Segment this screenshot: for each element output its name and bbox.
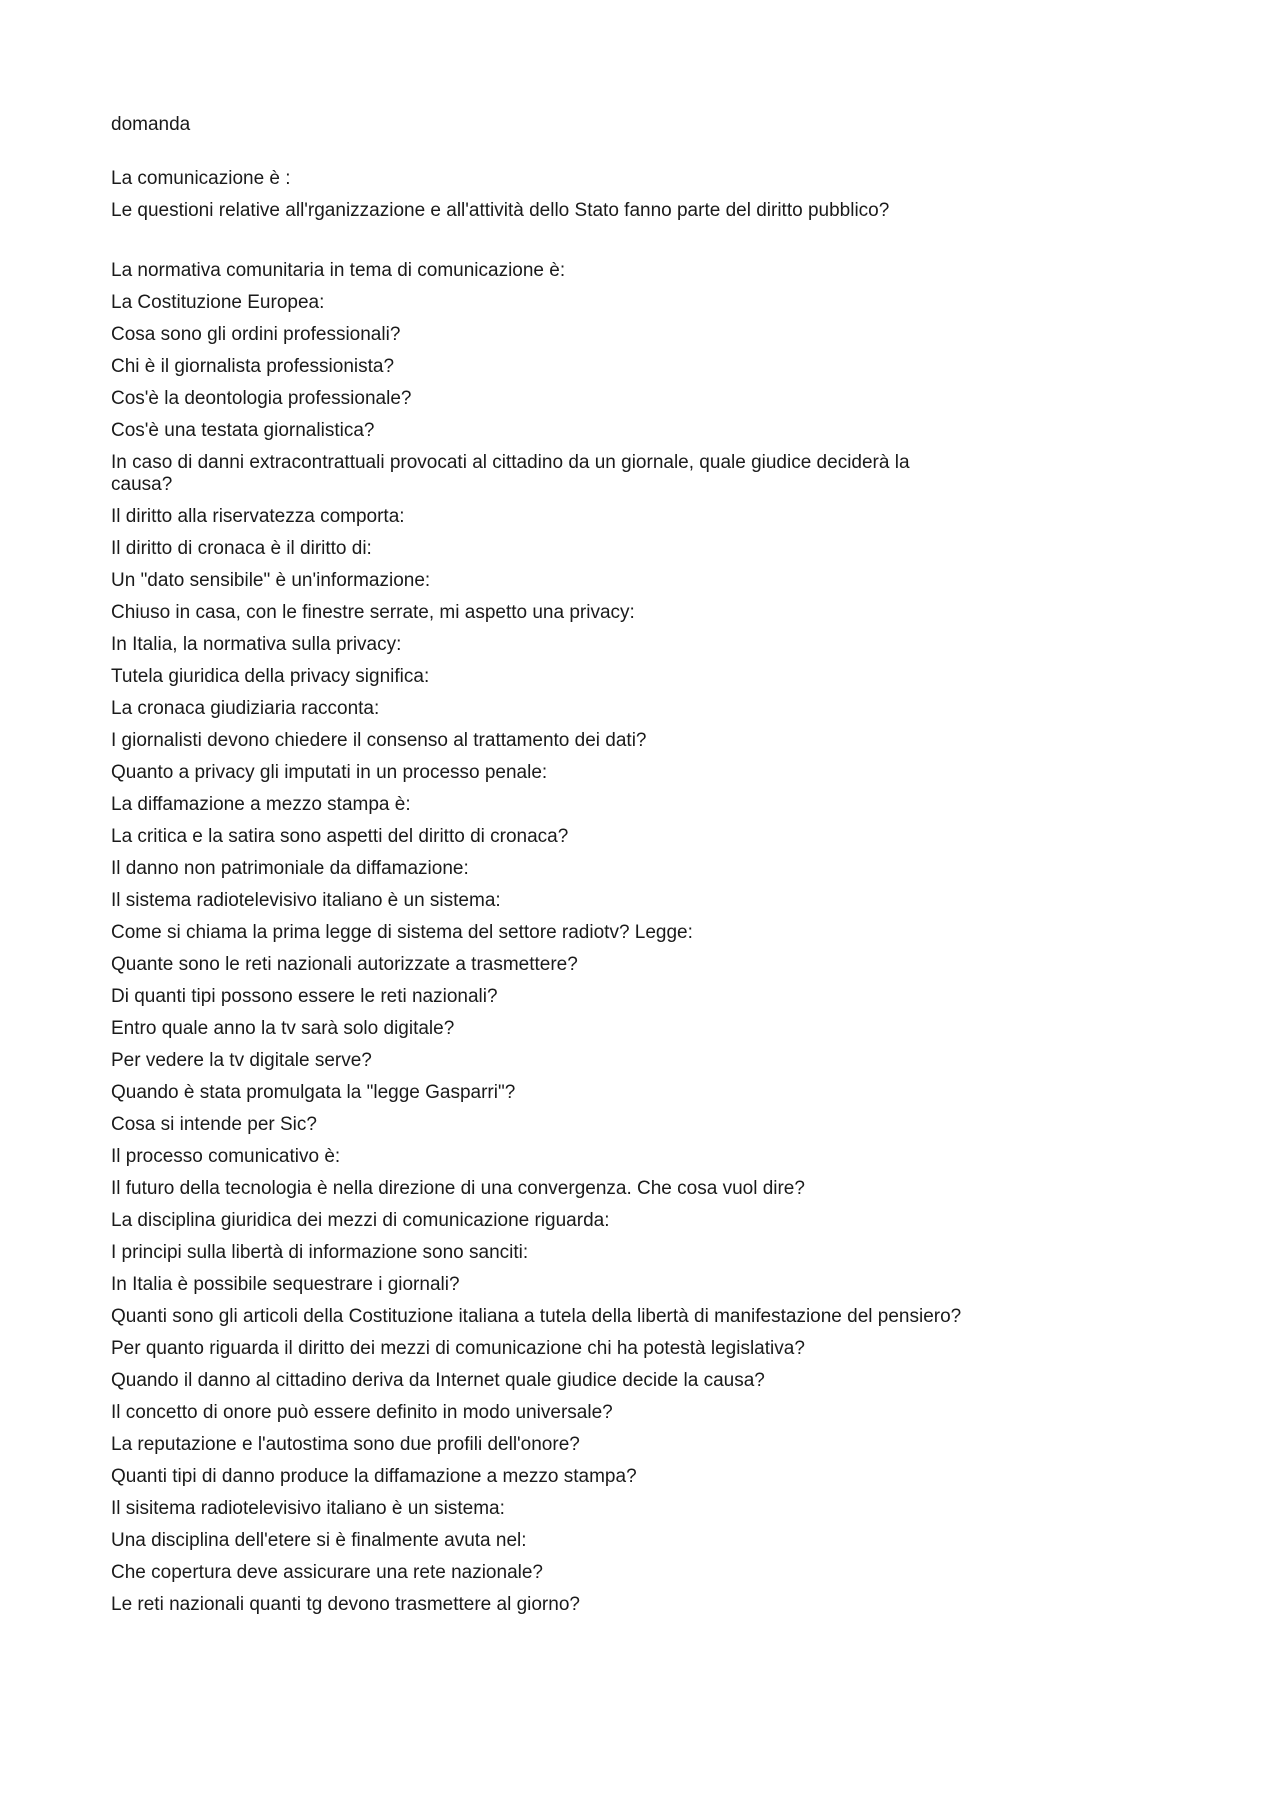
- question-item: Quanto a privacy gli imputati in un processo penale:: [111, 762, 548, 783]
- question-item: Il diritto alla riservatezza comporta:: [111, 506, 405, 527]
- question-item: Tutela giuridica della privacy significa:: [111, 666, 430, 687]
- question-item: La comunicazione è :: [111, 168, 291, 189]
- question-item: In Italia, la normativa sulla privacy:: [111, 634, 402, 655]
- question-item: Quando è stata promulgata la "legge Gasparri"?: [111, 1082, 516, 1103]
- question-item: Cos'è la deontologia professionale?: [111, 388, 412, 409]
- question-item: Il sisitema radiotelevisivo italiano è un sistema:: [111, 1498, 505, 1519]
- question-item: Quanti tipi di danno produce la diffamazione a mezzo stampa?: [111, 1466, 637, 1487]
- question-item: La diffamazione a mezzo stampa è:: [111, 794, 411, 815]
- question-item: Di quanti tipi possono essere le reti nazionali?: [111, 986, 498, 1007]
- question-item: Che copertura deve assicurare una rete nazionale?: [111, 1562, 543, 1583]
- question-item: Quanti sono gli articoli della Costituzione italiana a tutela della libertà di manifestazione del pensiero?: [111, 1306, 962, 1327]
- question-item: Le reti nazionali quanti tg devono trasmettere al giorno?: [111, 1594, 580, 1615]
- question-item: Le questioni relative all'rganizzazione e all'attività dello Stato fanno parte del diritto pubblico?: [111, 200, 890, 221]
- question-item: Il processo comunicativo è:: [111, 1146, 341, 1167]
- question-item: In caso di danni extracontrattuali provocati al cittadino da un giornale, quale giudice deciderà la causa?: [111, 452, 910, 495]
- question-item: Per vedere la tv digitale serve?: [111, 1050, 372, 1071]
- question-item: La disciplina giuridica dei mezzi di comunicazione riguarda:: [111, 1210, 610, 1231]
- question-item: Il futuro della tecnologia è nella direzione di una convergenza. Che cosa vuol dire?: [111, 1178, 805, 1199]
- question-item: Un "dato sensibile" è un'informazione:: [111, 570, 431, 591]
- question-list: [111, 168, 971, 1616]
- column-header: domanda: [111, 114, 191, 135]
- question-item: In Italia è possibile sequestrare i giornali?: [111, 1274, 460, 1295]
- question-item: Il sistema radiotelevisivo italiano è un sistema:: [111, 890, 501, 911]
- question-item: Chi è il giornalista professionista?: [111, 356, 395, 377]
- question-item: Come si chiama la prima legge di sistema del settore radiotv? Legge:: [111, 922, 693, 943]
- question-item: Cosa sono gli ordini professionali?: [111, 324, 401, 345]
- question-item: Il danno non patrimoniale da diffamazione:: [111, 858, 469, 879]
- question-item: Quante sono le reti nazionali autorizzate a trasmettere?: [111, 954, 578, 975]
- question-item: Cos'è una testata giornalistica?: [111, 420, 375, 441]
- question-item: I principi sulla libertà di informazione sono sanciti:: [111, 1242, 529, 1263]
- question-item: Una disciplina dell'etere si è finalmente avuta nel:: [111, 1530, 527, 1551]
- question-item: La Costituzione Europea:: [111, 292, 325, 313]
- question-item: Entro quale anno la tv sarà solo digitale?: [111, 1018, 455, 1039]
- question-item: La cronaca giudiziaria racconta:: [111, 698, 380, 719]
- question-item: La critica e la satira sono aspetti del diritto di cronaca?: [111, 826, 569, 847]
- question-item: La reputazione e l'autostima sono due profili dell'onore?: [111, 1434, 580, 1455]
- question-item: Per quanto riguarda il diritto dei mezzi di comunicazione chi ha potestà legislativa?: [111, 1338, 805, 1359]
- question-column: [111, 114, 971, 1626]
- question-item: Cosa si intende per Sic?: [111, 1114, 317, 1135]
- question-item: Il concetto di onore può essere definito in modo universale?: [111, 1402, 613, 1423]
- question-item: Chiuso in casa, con le finestre serrate, mi aspetto una privacy:: [111, 602, 635, 623]
- question-item: I giornalisti devono chiedere il consenso al trattamento dei dati?: [111, 730, 647, 751]
- question-item: Quando il danno al cittadino deriva da Internet quale giudice decide la causa?: [111, 1370, 765, 1391]
- question-item: Il diritto di cronaca è il diritto di:: [111, 538, 372, 559]
- question-item: La normativa comunitaria in tema di comunicazione è:: [111, 260, 566, 281]
